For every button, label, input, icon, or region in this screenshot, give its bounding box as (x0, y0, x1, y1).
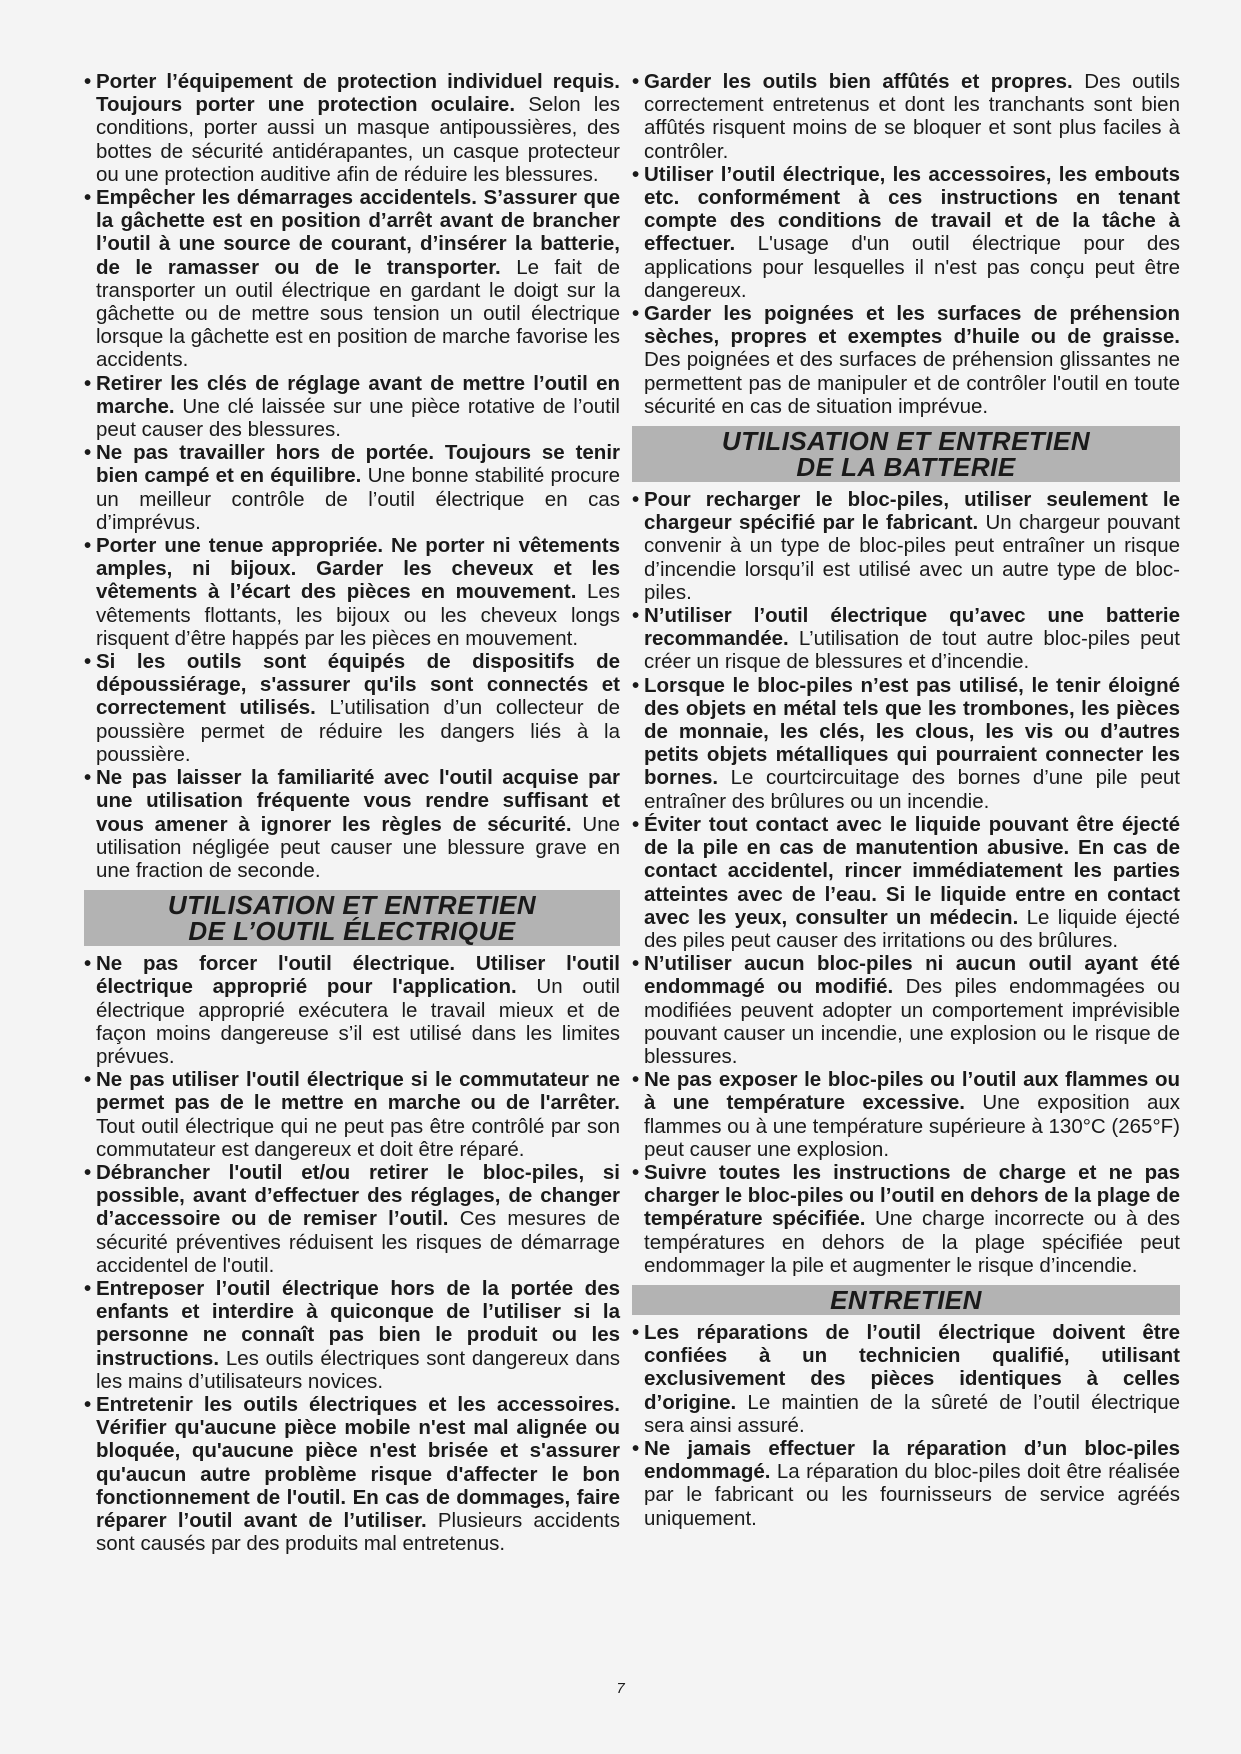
list-item-bold-text: Éviter tout contact avec le liquide pouvant être éjecté de la pile en cas de manutention abusive. En cas de contact accidentel, rincer immédiatement les parties atteintes avec de l’eau. Si le liquide entre en contact avec les yeux, consulter un médecin. (644, 812, 1180, 929)
section-heading-tool-use (84, 890, 620, 946)
list-item (84, 186, 620, 372)
bullet-icon: • (84, 70, 92, 93)
bullet-icon: • (84, 766, 92, 790)
list-item (84, 766, 620, 882)
list-item-text: Une exposition aux flammes ou à une température supérieure à 130°C (265°F) peut causer une explosion. (644, 1091, 1181, 1161)
list-item (84, 952, 620, 1068)
list-item-bold-text: Suivre toutes les instructions de charge et ne pas charger le bloc-piles ou l’outil en dehors de la plage de température spécifiée. (644, 1160, 1180, 1231)
list-item (84, 534, 620, 650)
list-item-bold-text: Retirer les clés de réglage avant de mettre l’outil en marche. (96, 371, 620, 418)
bullet-icon: • (632, 673, 640, 697)
list-item-bold-text: Pour recharger le bloc-piles, utiliser seulement le chargeur spécifié par le fabricant. (644, 488, 1180, 535)
list-item-text: Le courtcircuitage des bornes d’une pile peut entraîner des brûlures ou un incendie. (644, 766, 1180, 813)
list-item-text: Une clé laissée sur une pièce rotative de l’outil peut causer des blessures. (96, 394, 620, 442)
bullet-icon: • (84, 952, 92, 976)
section-heading-line: DE L’OUTIL ÉLECTRIQUE (188, 916, 516, 947)
list-item (632, 1161, 1180, 1277)
bullet-icon: • (632, 1160, 640, 1184)
list-item-text: Une charge incorrecte ou à des températures en dehors de la plage spécifiée peut endommager la pile et augmenter le risque d’incendie. (644, 1207, 1180, 1277)
list-item-bold-text: Garder les poignées et les surfaces de préhension sèches, propres et exemptes d’huile ou de graisse. (644, 302, 1180, 349)
bullet-icon: • (632, 604, 640, 628)
list-item-text: Des piles endommagées ou modifiées peuvent adopter un comportement imprévisible pouvant causer un incendie, une explosion ou le risque de blessures. (644, 975, 1180, 1068)
list-item-text: L'usage d'un outil électrique pour des applications pour lesquelles il n'est pas conçu peut être dangereux. (644, 232, 1180, 302)
bullet-icon: • (632, 488, 640, 512)
list-item-bold-text: Ne pas utiliser l'outil électrique si le commutateur ne permet pas de le mettre en marche ou de l'arrêter. (96, 1068, 620, 1115)
list-left-top (84, 70, 620, 882)
list-left-bottom (84, 952, 620, 1555)
list-item-bold-text: Porter une tenue appropriée. Ne porter ni vêtements amples, ni bijoux. Garder les cheveux et les vêtements à l’écart des pièces en mouvement. (96, 534, 620, 604)
list-item-bold-text: Entretenir les outils électriques et les accessoires. Vérifier qu'aucune pièce mobile n'est mal alignée ou bloquée, qu'aucune pièce n'est brisée et s'assurer qu'aucun autre problème risque d'affecter le bon fonctionnement de l'outil. En cas de dommages, faire réparer l’outil avant de l’utiliser. (96, 1392, 620, 1532)
list-item-text: Un outil électrique approprié exécutera le travail mieux et de façon moins dangereuse s’il est utilisé dans les limites prévues. (96, 975, 620, 1068)
list-right-top (632, 70, 1180, 418)
bullet-icon: • (84, 1392, 92, 1416)
section-heading-line: ENTRETIEN (830, 1284, 982, 1315)
list-item-bold-text: Les réparations de l’outil électrique doivent être confiées à un technicien qualifié, utilisant exclusivement des pièces identiques à celles d’origine. (644, 1320, 1180, 1414)
list-item (84, 372, 620, 442)
list-item-bold-text: Ne pas laisser la familiarité avec l'outil acquise par une utilisation fréquente vous rendre suffisant et vous amener à ignorer les règles de sécurité. (96, 766, 620, 836)
list-item (84, 1277, 620, 1393)
list-item-bold-text: Ne pas exposer le bloc-piles ou l’outil aux flammes ou à une température excessive. (644, 1068, 1180, 1115)
list-item-bold-text: Porter l’équipement de protection individuel requis. Toujours porter une protection oculaire. (96, 70, 620, 117)
list-item-text: Selon les conditions, porter aussi un masque antipoussières, des bottes de sécurité antidérapantes, un casque protecteur ou une protection auditive afin de réduire les blessures. (96, 93, 620, 186)
list-item-text: La réparation du bloc-piles doit être réalisée par le fabricant ou les fournisseurs de service agréés uniquement. (644, 1460, 1180, 1530)
list-item-bold-text: Entreposer l’outil électrique hors de la portée des enfants et interdire à quiconque de l’utiliser si la personne ne connaît pas bien le produit ou les instructions. (96, 1276, 620, 1370)
list-item-bold-text: Débrancher l'outil et/ou retirer le bloc-piles, si possible, avant d’effectuer des réglages, de changer d’accessoire ou de remiser l’outil. (96, 1160, 620, 1231)
list-item-bold-text: Ne jamais effectuer la réparation d’un bloc-piles endommagé. (644, 1436, 1180, 1484)
bullet-icon: • (632, 1068, 640, 1092)
list-item-text: Des outils correctement entretenus et dont les tranchants sont bien affûtés risquent moins de se bloquer et sont plus faciles à contrôler. (644, 70, 1180, 163)
list-item (632, 674, 1180, 813)
list-item-text: Les outils électriques sont dangereux dans les mains d’utilisateurs novices. (96, 1346, 620, 1393)
list-item (84, 1161, 620, 1277)
bullet-icon: • (632, 162, 640, 186)
list-item-bold-text: N’utiliser aucun bloc-piles ni aucun outil ayant été endommagé ou modifié. (644, 952, 1180, 999)
bullet-icon: • (84, 186, 92, 210)
bullet-icon: • (84, 650, 92, 674)
list-item (632, 488, 1180, 604)
list-item-bold-text: Ne pas forcer l'outil électrique. Utiliser l'outil électrique approprié pour l'application. (96, 952, 620, 999)
list-item (632, 1437, 1180, 1530)
list-item-bold-text: Lorsque le bloc-piles n’est pas utilisé, le tenir éloigné des objets en métal tels que les trombones, les pièces de monnaie, les clés, les clous, les vis ou d’autres petits objets métalliques qui pourraient connecter les bornes. (644, 673, 1180, 790)
list-item (84, 70, 620, 186)
bullet-icon: • (632, 812, 640, 836)
list-item-text: Des poignées et des surfaces de préhension glissantes ne permettent pas de manipuler et de contrôler l'outil en toute sécurité en cas de situation imprévue. (644, 348, 1180, 418)
list-item (632, 1068, 1180, 1161)
left-column (84, 70, 620, 1555)
list-item (632, 163, 1180, 302)
list-item-text: Tout outil électrique qui ne peut pas être contrôlé par son commutateur est dangereux et doit être réparé. (96, 1114, 620, 1161)
list-item-text: Une bonne stabilité procure un meilleur contrôle de l’outil électrique en cas d’imprévus. (96, 464, 620, 534)
bullet-icon: • (632, 1320, 640, 1344)
section-heading-battery (632, 426, 1180, 482)
list-item-text: Plusieurs accidents sont causés par des produits mal entretenus. (96, 1508, 620, 1556)
list-item-text: Le maintien de la sûreté de l’outil électrique sera ainsi assuré. (644, 1390, 1180, 1437)
list-item (84, 1068, 620, 1161)
list-item (632, 1321, 1180, 1437)
list-item-bold-text: Garder les outils bien affûtés et propres. (644, 70, 1073, 93)
list-item-text: Le liquide éjecté des piles peut causer des irritations ou des brûlures. (644, 905, 1180, 952)
list-item-text: Un chargeur pouvant convenir à un type de bloc-piles peut entraîner un risque d’incendie lorsqu’il est utilisé avec un autre type de bloc-piles. (644, 511, 1180, 604)
list-right-battery (632, 488, 1180, 1277)
list-item-bold-text: Si les outils sont équipés de dispositifs de dépoussiérage, s'assurer qu'ils sont connectés et correctement utilisés. (96, 650, 620, 720)
list-item-text: Le fait de transporter un outil électrique en gardant le doigt sur la gâchette ou de mettre sous tension un outil électrique lorsque la gâchette est en position de marche favorise les accidents. (96, 255, 620, 372)
section-heading-line: DE LA BATTERIE (796, 452, 1016, 483)
list-item-bold-text: N’utiliser l’outil électrique qu’avec une batterie recommandée. (644, 604, 1180, 651)
list-right-service (632, 1321, 1180, 1530)
list-item-text: L’utilisation d’un collecteur de poussière permet de réduire les dangers liés à la poussière. (96, 696, 620, 766)
list-item-text: Une utilisation négligée peut causer une blessure grave en une fraction de seconde. (96, 812, 620, 882)
list-item (632, 70, 1180, 163)
bullet-icon: • (84, 1276, 92, 1300)
bullet-icon: • (84, 371, 92, 395)
list-item-text: Ces mesures de sécurité préventives réduisent les risques de démarrage accidentel de l'outil. (96, 1207, 620, 1277)
list-item-text: L’utilisation de tout autre bloc-piles peut créer un risque de blessures et d’incendie. (644, 627, 1180, 674)
list-item (632, 604, 1180, 674)
list-item (632, 813, 1180, 952)
list-item (632, 302, 1180, 418)
bullet-icon: • (84, 1160, 92, 1184)
section-heading-line: UTILISATION ET ENTRETIEN (721, 426, 1091, 457)
list-item (84, 441, 620, 534)
list-item (632, 952, 1180, 1068)
list-item (84, 1393, 620, 1555)
section-heading-service (632, 1285, 1180, 1315)
bullet-icon: • (84, 1068, 92, 1092)
list-item-text: Les vêtements flottants, les bijoux ou les cheveux longs risquent d’être happés par les pièces en mouvement. (96, 580, 621, 650)
bullet-icon: • (632, 952, 640, 976)
list-item-bold-text: Utiliser l’outil électrique, les accessoires, les embouts etc. conformément à ces instructions en tenant compte des conditions de travail et de la tâche à effectuer. (644, 162, 1180, 256)
list-item-bold-text: Empêcher les démarrages accidentels. S’assurer que la gâchette est en position d’arrêt avant de brancher l’outil à une source de courant, d’insérer la batterie, de le ramasser ou de le transporter. (96, 186, 620, 279)
bullet-icon: • (632, 1436, 640, 1460)
bullet-icon: • (84, 441, 92, 465)
bullet-icon: • (84, 534, 92, 558)
page-number: 7 (616, 1680, 625, 1697)
bullet-icon: • (632, 302, 640, 326)
list-item-bold-text: Ne pas travailler hors de portée. Toujours se tenir bien campé et en équilibre. (96, 441, 620, 488)
bullet-icon: • (632, 70, 640, 93)
right-column (632, 70, 1180, 1530)
list-item (84, 650, 620, 766)
section-heading-line: UTILISATION ET ENTRETIEN (167, 890, 537, 921)
